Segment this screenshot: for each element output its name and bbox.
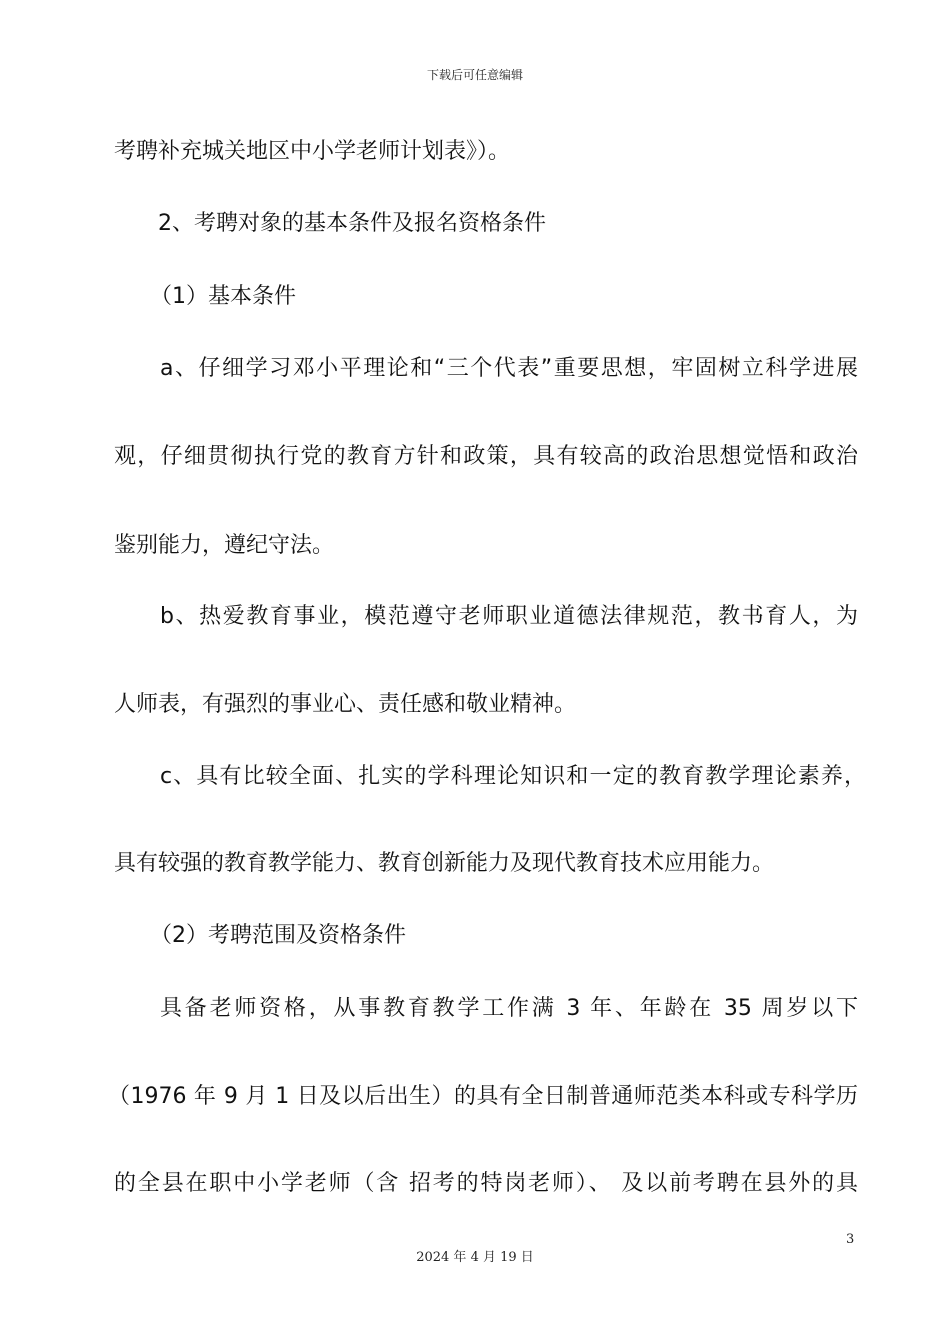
paragraph-line: 观，仔细贯彻执行党的教育方针和政策，具有较高的政治思想觉悟和政治 <box>114 444 858 469</box>
page-header: 下载后可任意编辑 <box>426 68 523 82</box>
paragraph-line: a、仔细学习邓小平理论和“三个代表”重要思想，牢固树立科学进展 <box>160 356 858 381</box>
paragraph-line: 的全县在职中小学老师（含 招考的特岗老师）、 及以前考聘在县外的具 <box>114 1171 858 1196</box>
paragraph-line: 具有较强的教育教学能力、教育创新能力及现代教育技术应用能力。 <box>114 851 775 876</box>
paragraph-line: 鉴别能力，遵纪守法。 <box>114 533 335 558</box>
subsection-heading: （2）考聘范围及资格条件 <box>150 923 406 948</box>
paragraph-line: 具备老师资格，从事教育教学工作满 3 年、年龄在 35 周岁以下 <box>160 996 858 1021</box>
paragraph-line: （1976 年 9 月 1 日及以后出生）的具有全日制普通师范类本科或专科学历 <box>108 1084 858 1109</box>
paragraph-line: 人师表，有强烈的事业心、责任感和敬业精神。 <box>114 692 577 717</box>
section-heading: 2、考聘对象的基本条件及报名资格条件 <box>158 211 546 236</box>
subsection-heading: （1）基本条件 <box>150 284 296 309</box>
footer-date: 2024 年 4 月 19 日 <box>416 1250 534 1265</box>
paragraph-line: c、具有比较全面、扎实的学科理论知识和一定的教育教学理论素养， <box>160 764 866 789</box>
page-number: 3 <box>846 1232 855 1247</box>
paragraph-line: b、热爱教育事业，模范遵守老师职业道德法律规范，教书育人，为 <box>160 604 858 629</box>
paragraph-line: 考聘补充城关地区中小学老师计划表》）。 <box>114 139 511 164</box>
